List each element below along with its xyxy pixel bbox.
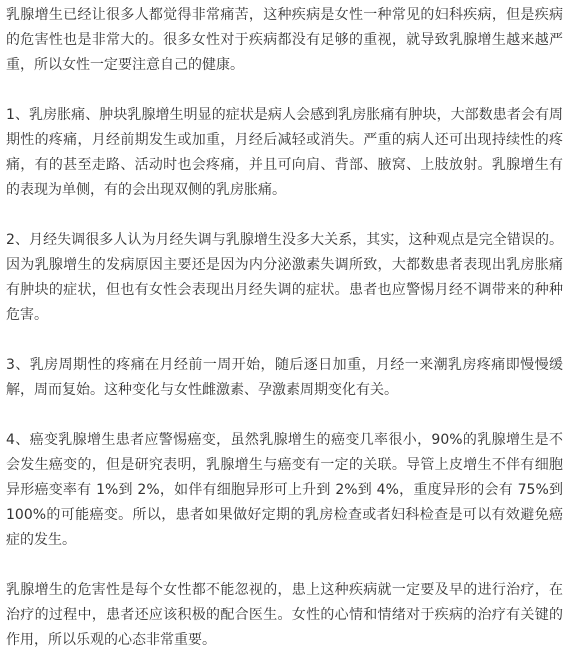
symptom-cancer-risk-paragraph: 4、癌变乳腺增生患者应警惕癌变，虽然乳腺增生的癌变几率很小，90%的乳腺增生是不会发生癌变的，但是研究表明，乳腺增生与癌变有一定的关联。导管上皮增生不伴有细胞异形癌变率有 1%到 2%，如伴有细胞异形可上升到 2%到 4%，重度异形的会有 75%到 100%的可能癌变。所以，患者如果做好定期的乳房检查或者妇科检查是可以有效避免癌症的发生。 [6,432,563,548]
intro-paragraph: 乳腺增生已经让很多人都觉得非常痛苦，这种疾病是女性一种常见的妇科疾病，但是疾病的危害性也是非常大的。很多女性对于疾病都没有足够的重视，就导致乳腺增生越来越严重，所以女性一定要注意自己的健康。 [6,7,563,73]
symptom-cyclic-pain-paragraph: 3、乳房周期性的疼痛在月经前一周开始，随后逐日加重，月经一来潮乳房疼痛即慢慢缓解，周而复始。这种变化与女性雌激素、孕激素周期变化有关。 [6,357,563,398]
symptom-breast-pain-paragraph: 1、乳房胀痛、肿块乳腺增生明显的症状是病人会感到乳房胀痛有肿块，大部数患者会有周期性的疼痛，月经前期发生或加重，月经后减轻或消失。严重的病人还可出现持续性的疼痛，有的甚至走路、活动时也会疼痛，并且可向肩、背部、腋窝、上肢放射。乳腺增生有的表现为单侧，有的会出现双侧的乳房胀痛。 [6,107,563,198]
symptom-menstrual-disorder-paragraph: 2、月经失调很多人认为月经失调与乳腺增生没多大关系，其实，这种观点是完全错误的。因为乳腺增生的发病原因主要还是因为内分泌激素失调所致，大都数患者表现出乳房胀痛有肿块的症状，但也有女性会表现出月经失调的症状。患者也应警惕月经不调带来的种种危害。 [6,232,563,323]
conclusion-paragraph: 乳腺增生的危害性是每个女性都不能忽视的，患上这种疾病就一定要及早的进行治疗，在治疗的过程中，患者还应该积极的配合医生。女性的心情和情绪对于疾病的治疗有关键的作用，所以乐观的心态非常重要。 [6,582,563,648]
